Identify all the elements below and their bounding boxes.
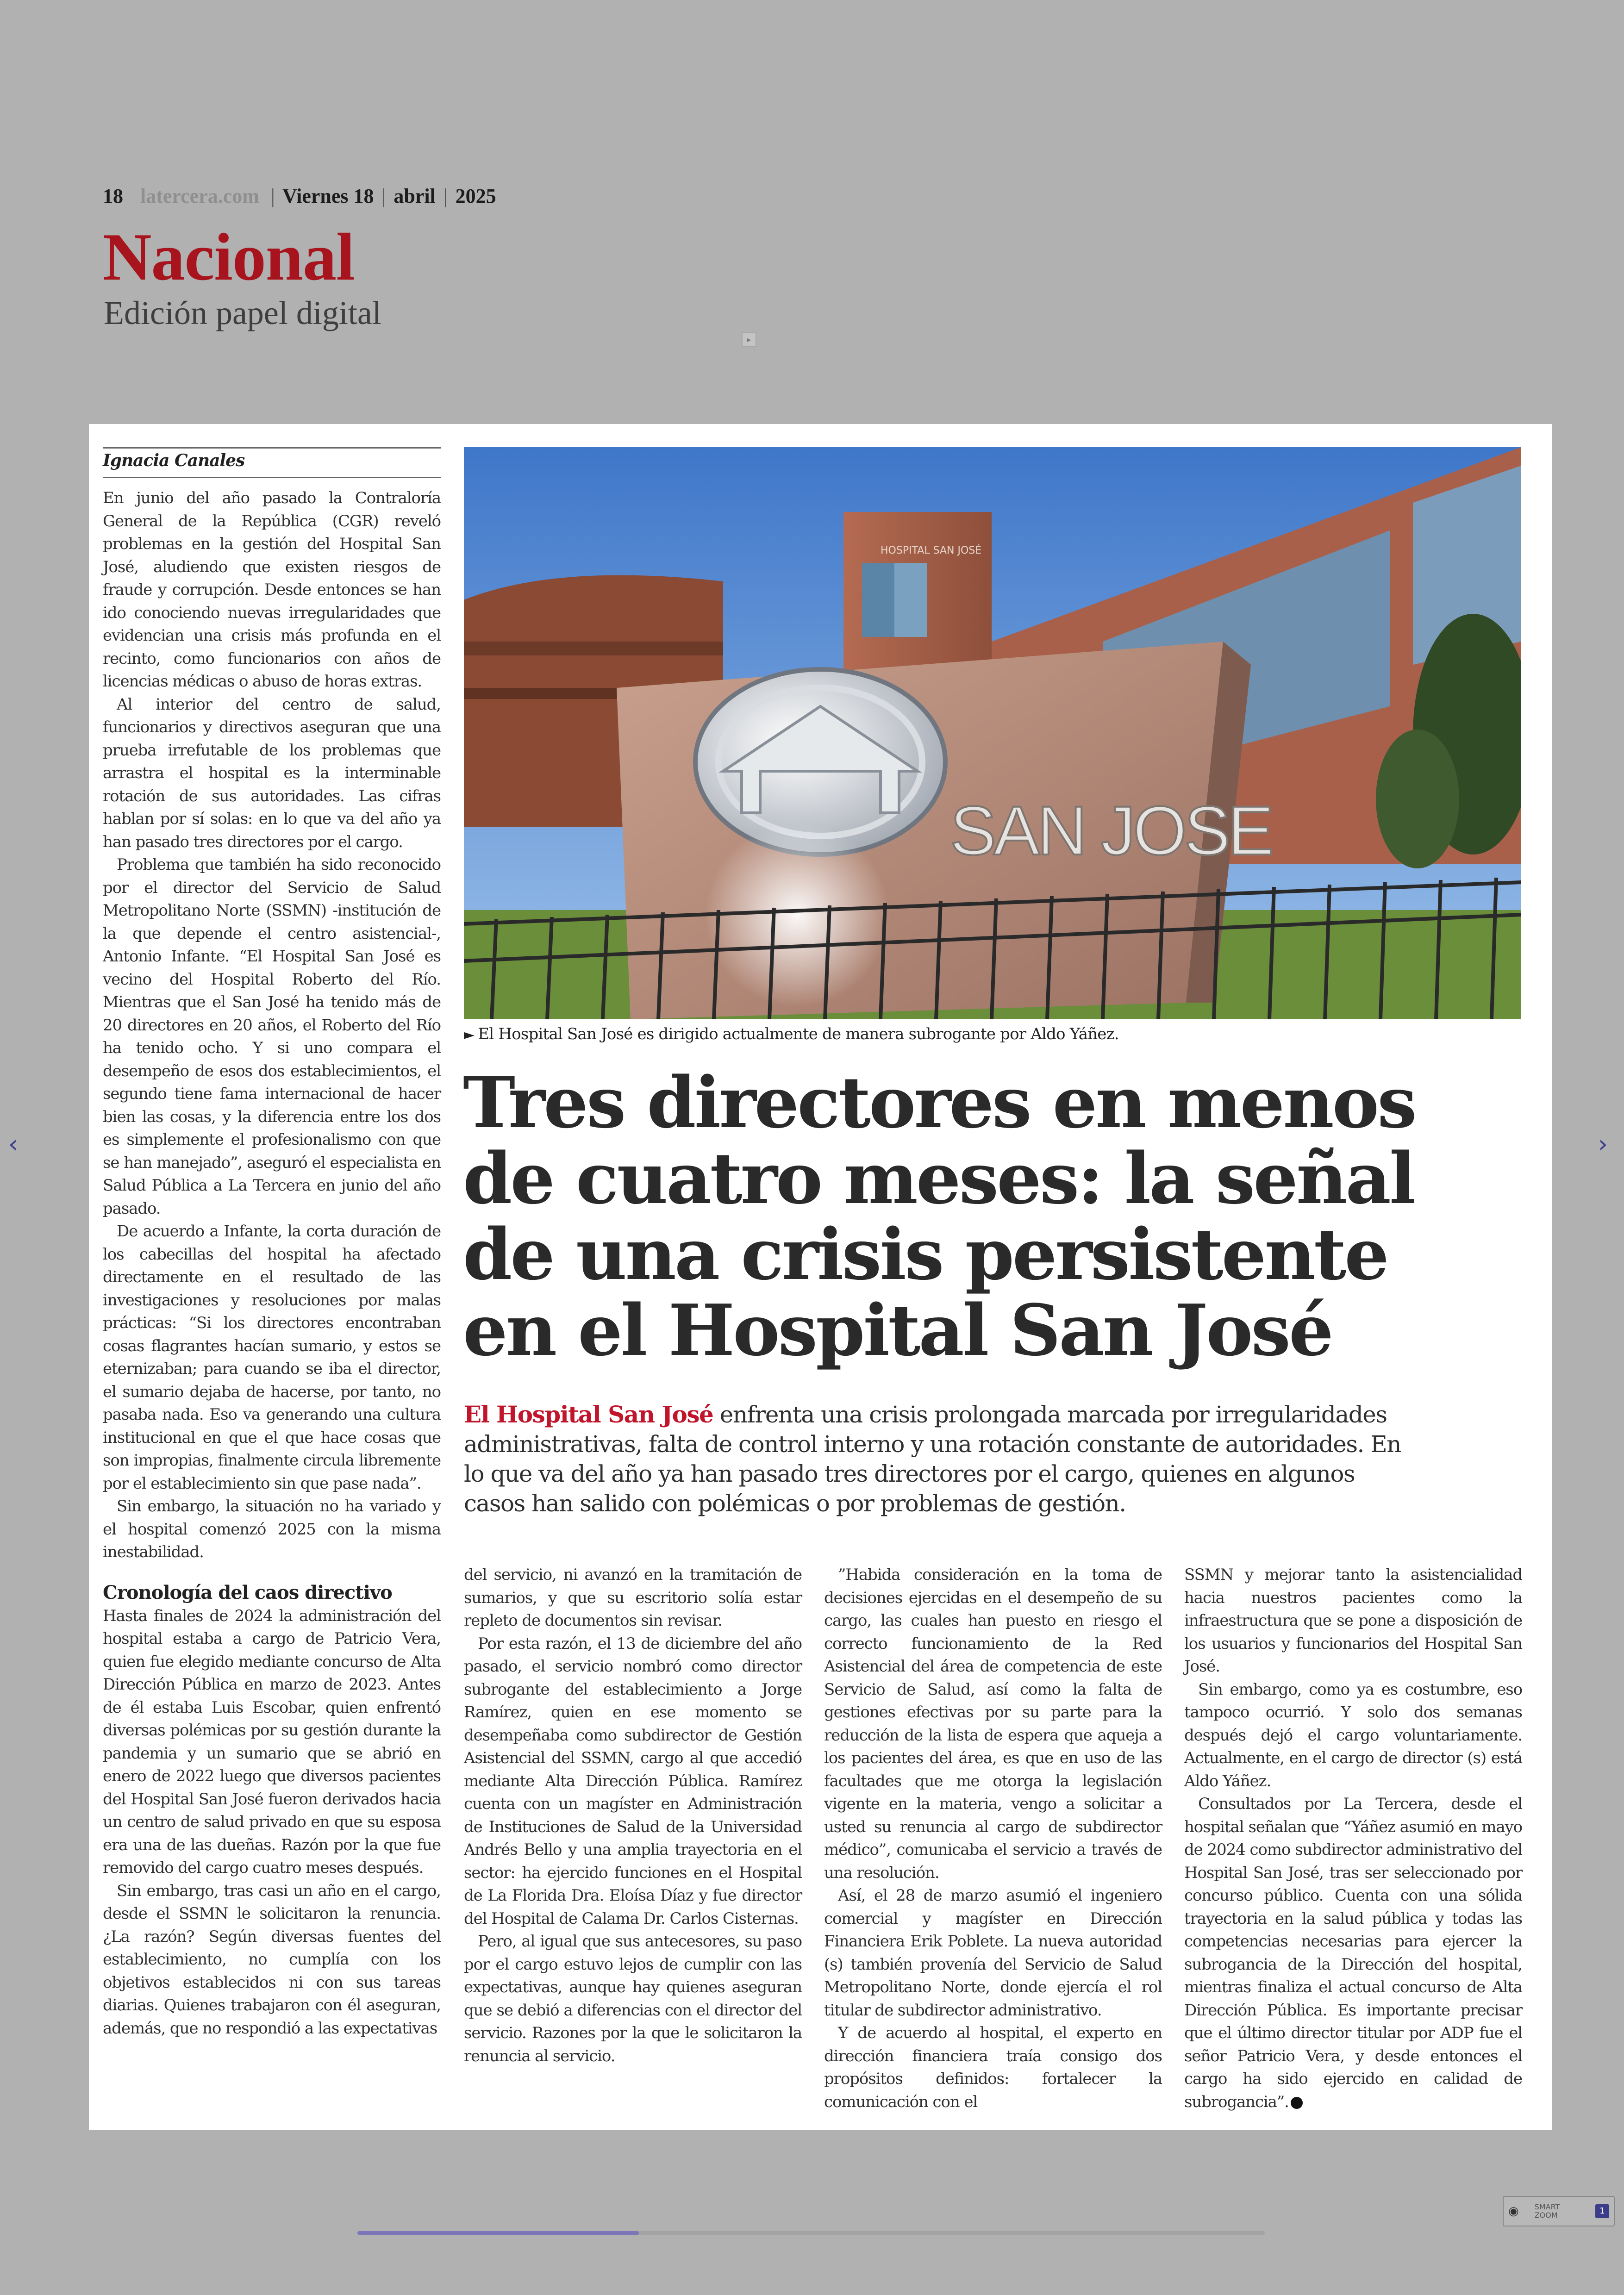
subheading: Cronología del caos directivo bbox=[103, 1581, 392, 1603]
lead-paragraph bbox=[464, 1400, 1408, 1518]
paragraph: Sin embargo, la situación no ha variado y el hospital comenzó 2025 con la misma inestabilidad. bbox=[103, 1497, 441, 1561]
article-column-3 bbox=[824, 1564, 1162, 2114]
paragraph bbox=[1184, 1793, 1522, 2114]
caption-marker-icon: ► bbox=[464, 1027, 475, 1043]
chevron-right-icon[interactable]: › bbox=[1598, 1130, 1608, 1158]
smart-zoom-line1: SMART bbox=[1534, 2202, 1560, 2211]
date-day: Viernes 18 bbox=[282, 185, 374, 207]
paragraph: ”Habida consideración en la toma de decisiones ejercidas en el desempeño de su cargo, las cuales han puesto en riesgo el correcto funcionamiento de la Red Asistencial del área de competencia de este Servicio de Salud, así como la falta de gestiones efectivas por su parte para la reducción de la lista de espera que aqueja a los pacientes del área, es que en uso de las facultades que me otorga la legislación vigente en la materia, vengo a solicitar a usted su renuncia al cargo de subdirector médico”, comunicaba el servicio a través de una resolución. bbox=[824, 1565, 1162, 1882]
paragraph: Y de acuerdo al hospital, el experto en dirección financiera traía consigo dos propósitos definidos: fortalecer la comunicación con el bbox=[824, 2024, 1162, 2111]
photo-caption bbox=[464, 1025, 1119, 1043]
chevron-left-icon[interactable]: ‹ bbox=[8, 1130, 18, 1158]
lead-highlight: El Hospital San José bbox=[464, 1401, 713, 1428]
paragraph: En junio del año pasado la Contraloría General de la República (CGR) reveló problemas en la gestión del Hospital San José, aludiendo que existen riesgos de fraude y corrupción. Desde entonces se han ido conociendo nuevas irregularidades que evidencian una crisis más profunda en el recinto, como funcionarios con años de licencias médicas o abuso de horas extras. bbox=[103, 489, 441, 691]
building-text: HOSPITAL SAN JOSÉ bbox=[881, 545, 982, 556]
page-marker-icon[interactable]: ▸ bbox=[742, 332, 756, 347]
article-column-1 bbox=[103, 487, 441, 2040]
paragraph: del servicio, ni avanzó en la tramitación de sumarios, y que su escritorio solía estar repleto de documentos sin revisar. bbox=[464, 1565, 802, 1630]
paragraph: Sin embargo, como ya es costumbre, eso tampoco ocurrió. Y solo dos semanas después dejó el cargo voluntariamente. Actualmente, en el cargo de director (s) está Aldo Yáñez. bbox=[1184, 1680, 1522, 1790]
page-header-line bbox=[103, 184, 496, 208]
smart-zoom-count: 1 bbox=[1595, 2204, 1609, 2218]
lead-text: enfrenta una crisis prolongada marcada por irregularidades administrativas, falta de control interno y una rotación constante de autoridades. En lo que va del año ya han pasado tres directores por el cargo, quienes en algunos casos han salido con polémicas o por problemas de gestión. bbox=[464, 1401, 1401, 1517]
page-number: 18 bbox=[103, 185, 123, 207]
date-month: abril bbox=[394, 185, 436, 207]
paragraph-text: Consultados por La Tercera, desde el hospital señalan que “Yáñez asumió en mayo de 2024 como subdirector administrativo del Hospital San José, tras ser seleccionado por concurso público. Cuenta con una sólida trayectoria en la salud pública y todas las competencias necesarias para ejercer la subrogancia de la Dirección del hospital, mientras finaliza el actual concurso de Alta Dirección Pública. Es importante precisar que el último director titular por ADP fue el señor Patricio Vera, y desde entonces el cargo ha sido ejercido en calidad de subrogancia”. bbox=[1184, 1795, 1522, 2111]
sign-text: SAN JOSE bbox=[950, 792, 1271, 869]
paragraph: Sin embargo, tras casi un año en el cargo, desde el SSMN le solicitaron la renuncia. ¿La razón? Según diversas fuentes del establecimiento, no cumplía con los objetivos establecidos ni con sus tareas diarias. Quienes trabajaron con él aseguran, además, que no respondió a las expectativas bbox=[103, 1881, 441, 2038]
article-column-4 bbox=[1184, 1564, 1522, 2114]
paragraph: Pero, al igual que sus antecesores, su paso por el cargo estuvo lejos de cumplir con las expectativas, aunque hay quienes aseguran que se debió a diferencias con el director del servicio. Razones por la que le solicitaron la renuncia al servicio. bbox=[464, 1932, 802, 2065]
page-progress-bar[interactable] bbox=[357, 2231, 1265, 2235]
caption-text: El Hospital San José es dirigido actualmente de manera subrogante por Aldo Yáñez. bbox=[478, 1025, 1119, 1043]
eye-icon: ◉ bbox=[1508, 2204, 1519, 2218]
smart-zoom-button[interactable] bbox=[1503, 2196, 1615, 2226]
separator: | bbox=[381, 185, 386, 207]
separator: | bbox=[270, 185, 275, 207]
byline: Ignacia Canales bbox=[103, 451, 245, 470]
page-progress-fill bbox=[357, 2231, 639, 2235]
paragraph: De acuerdo a Infante, la corta duración de los cabecillas del hospital ha afectado directamente en el resultado de las investigaciones y resoluciones por malas prácticas: “Si los directores encontraban cosas flagrantes hacían sumario, y estos se eternizaban; para cuando se iba el director, el sumario dejaba de hacerse, por tanto, no pasaba nada. Eso va generando una cultura institucional en que el que hace cosas que son impropias, finalmente circula libremente por el establecimiento sin que pase nada”. bbox=[103, 1222, 441, 1493]
edition-subtitle: Edición papel digital bbox=[104, 294, 381, 331]
section-title: Nacional bbox=[103, 219, 355, 294]
byline-divider bbox=[103, 477, 441, 478]
paragraph: Así, el 28 de marzo asumió el ingeniero comercial y magíster en Dirección Financiera Erik Poblete. La nueva autoridad (s) también provenía del Servicio de Salud Metropolitano Norte, donde ejercía el rol titular de subdirector administrativo. bbox=[824, 1886, 1162, 2020]
article-column-2 bbox=[464, 1564, 802, 2068]
paragraph: Por esta razón, el 13 de diciembre del año pasado, el servicio nombró como director subrogante del establecimiento a Jorge Ramírez, quien en ese momento se desempeñaba como subdirector de Gestión Asistencial del SSMN, cargo al que accedió mediante Alta Dirección Pública. Ramírez cuenta con un magíster en Administración de Instituciones de Salud de la Universidad Andrés Bello y una amplia trayectoria en el sector: ha ejercido funciones en el Hospital de La Florida Dra. Eloísa Díaz y fue director del Hospital de Calama Dr. Carlos Cisternas. bbox=[464, 1634, 802, 1928]
date-year: 2025 bbox=[455, 185, 496, 207]
article-photo bbox=[464, 447, 1521, 1019]
headline: Tres directores en menos de cuatro meses: la señal de una crisis persistente en el Hospital San José bbox=[463, 1061, 1415, 1372]
byline-divider bbox=[103, 447, 441, 449]
site-name: latercera.com bbox=[140, 185, 259, 207]
end-of-article-icon bbox=[1291, 2097, 1303, 2109]
smart-zoom-label bbox=[1535, 2203, 1595, 2220]
paragraph: Problema que también ha sido reconocido por el director del Servicio de Salud Metropolitano Norte (SSMN) -institución de la que depende el centro asistencial-, Antonio Infante. “El Hospital San José es vecino del Hospital Roberto del Río. Mientras que el San José ha tenido más de 20 directores en 20 años, el Roberto del Río ha tenido ocho. Y si uno compara el desempeño de esos dos establecimientos, el segundo tiene fama internacional de hacer bien las cosas, y la diferencia entre los dos es simplemente el profesionalismo con que se han manejado”, aseguró el especialista en Salud Pública a La Tercera en junio del año pasado. bbox=[103, 855, 441, 1218]
paragraph: Hasta finales de 2024 la administración del hospital estaba a cargo de Patricio Vera, quien fue elegido mediante concurso de Alta Dirección Pública en marzo de 2023. Antes de él estaba Luis Escobar, quien enfrentó diversas polémicas por su gestión durante la pandemia y un sumario que se abrió en enero de 2022 luego que diversos pacientes del Hospital San José fueron derivados hacia un centro de salud privado en que su esposa era una de las dueñas. Razón por la que fue removido del cargo cuatro meses después. bbox=[103, 1606, 441, 1877]
smart-zoom-line2: ZOOM bbox=[1534, 2211, 1558, 2220]
paragraph: Al interior del centro de salud, funcionarios y directivos aseguran que una prueba irrefutable de los problemas que arrastra el hospital es la interminable rotación de sus autoridades. Las cifras hablan por sí solas: en lo que va del año ya han pasado tres directores por el cargo. bbox=[103, 695, 441, 851]
paragraph: SSMN y mejorar tanto la asistencialidad hacia nuestros pacientes como la infraestructura que se pone a disposición de los usuarios y funcionarios del Hospital San José. bbox=[1184, 1565, 1522, 1676]
separator: | bbox=[443, 185, 448, 207]
